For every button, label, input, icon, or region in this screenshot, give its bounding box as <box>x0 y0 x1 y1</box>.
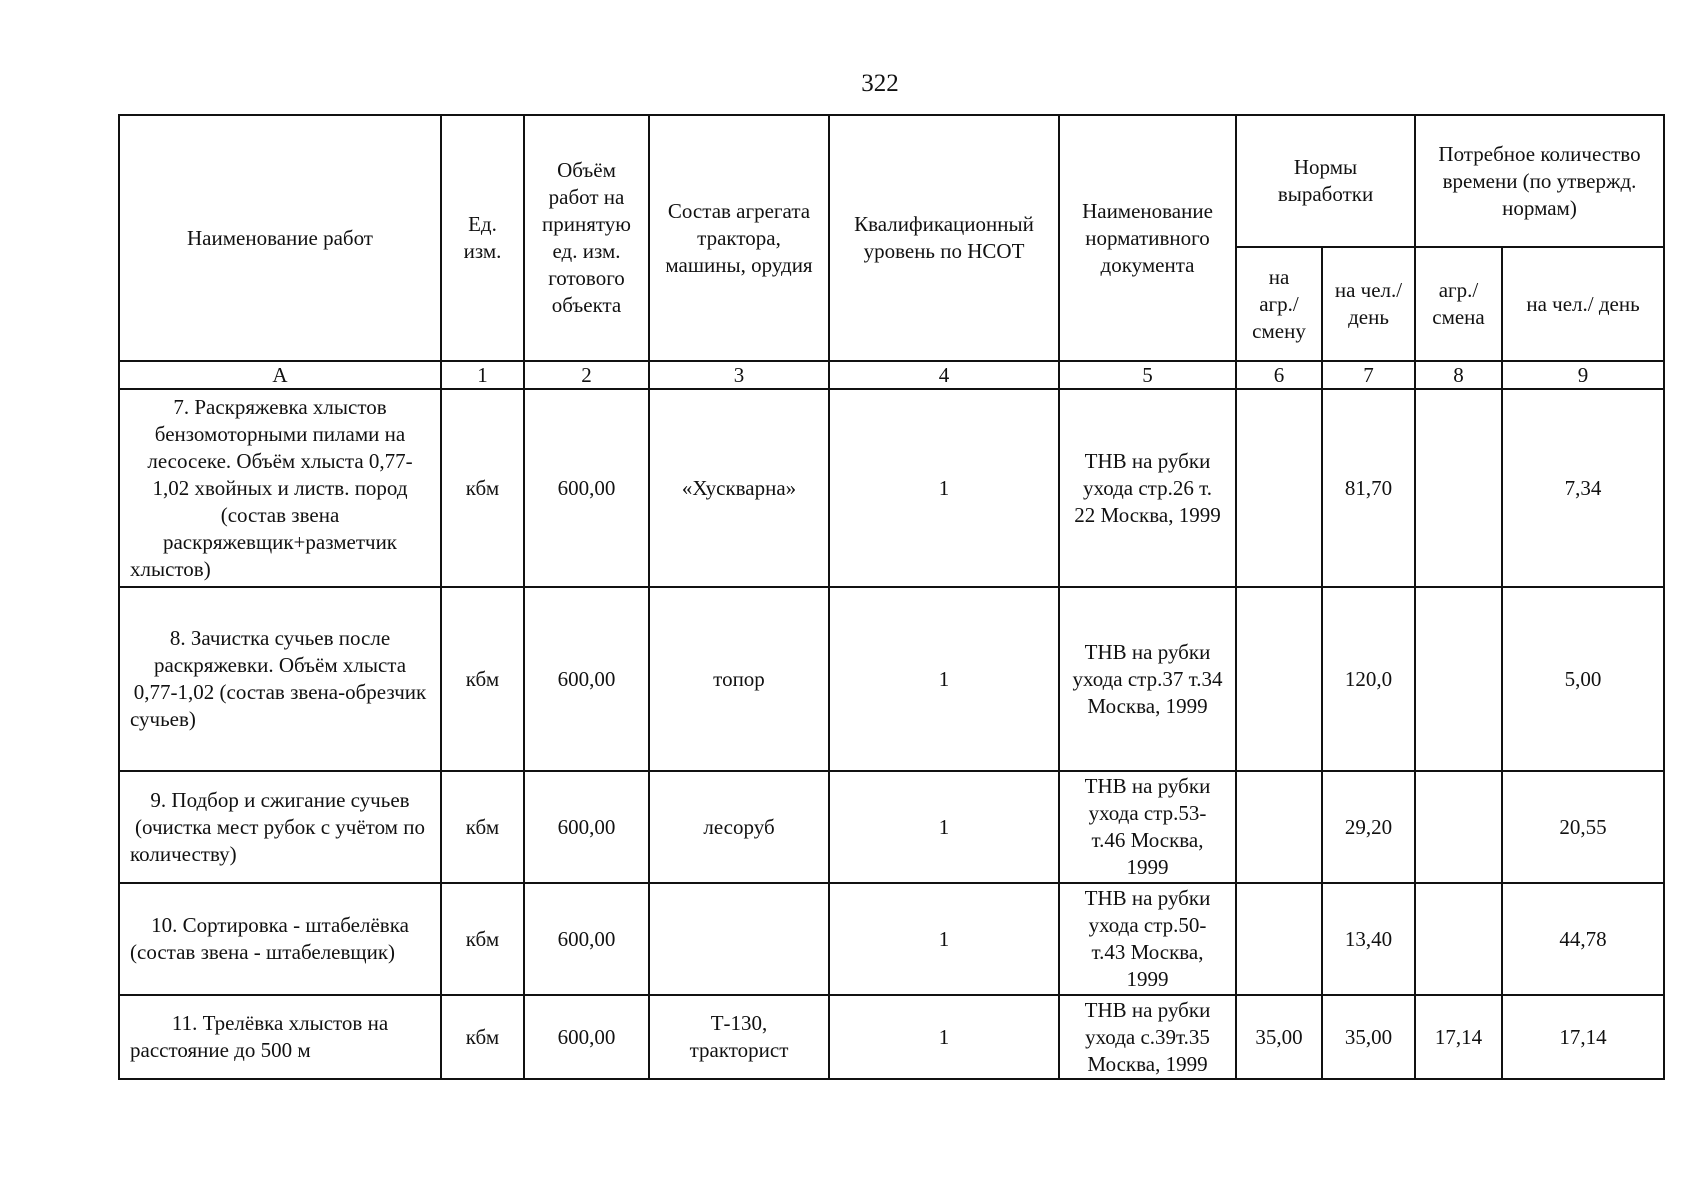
document-cell: ТНВ на рубки ухода стр.53- т.46 Москва, 1999 <box>1059 771 1236 883</box>
time-per-unit-cell <box>1415 883 1502 995</box>
table-row <box>119 771 1664 883</box>
column-index: 5 <box>1059 361 1236 389</box>
time-per-unit-cell <box>1415 771 1502 883</box>
norm-per-person-cell: 81,70 <box>1322 389 1415 587</box>
header-norms: Нормы выработки <box>1236 115 1415 247</box>
unit-cell: кбм <box>441 995 524 1079</box>
norm-per-unit-cell: 35,00 <box>1236 995 1322 1079</box>
unit-cell: кбм <box>441 771 524 883</box>
composition-cell: топор <box>649 587 829 771</box>
work-description: 9. Подбор и сжигание сучьев (очистка мест рубок с учётом по количеству) <box>119 771 441 883</box>
qualification-cell: 1 <box>829 771 1059 883</box>
column-index: 7 <box>1322 361 1415 389</box>
norm-per-person-cell: 35,00 <box>1322 995 1415 1079</box>
qualification-cell: 1 <box>829 883 1059 995</box>
composition-cell <box>649 883 829 995</box>
header-time-needed: Потребное количество времени (по утвержд. нормам) <box>1415 115 1664 247</box>
time-per-person-cell: 20,55 <box>1502 771 1664 883</box>
page-number: 322 <box>861 70 899 97</box>
volume-cell: 600,00 <box>524 883 649 995</box>
qualification-cell: 1 <box>829 389 1059 587</box>
header-composition: Состав агрегата трактора, машины, орудия <box>649 115 829 361</box>
header-qualification: Квалификационный уровень по НСОТ <box>829 115 1059 361</box>
time-per-unit-cell <box>1415 587 1502 771</box>
work-description: 11. Трелёвка хлыстов на расстояние до 500 м <box>119 995 441 1079</box>
composition-cell: «Хускварна» <box>649 389 829 587</box>
column-index: 1 <box>441 361 524 389</box>
composition-cell: Т-130, тракторист <box>649 995 829 1079</box>
volume-cell: 600,00 <box>524 771 649 883</box>
unit-cell: кбм <box>441 883 524 995</box>
header-norms-per-person: на чел./ день <box>1322 247 1415 361</box>
header-time-per-person: на чел./ день <box>1502 247 1664 361</box>
column-index: 6 <box>1236 361 1322 389</box>
volume-cell: 600,00 <box>524 389 649 587</box>
document-cell: ТНВ на рубки ухода стр.37 т.34 Москва, 1999 <box>1059 587 1236 771</box>
unit-cell: кбм <box>441 587 524 771</box>
header-row-top <box>119 115 1664 247</box>
document-cell: ТНВ на рубки ухода с.39т.35 Москва, 1999 <box>1059 995 1236 1079</box>
column-index: А <box>119 361 441 389</box>
column-index: 9 <box>1502 361 1664 389</box>
time-per-person-cell: 17,14 <box>1502 995 1664 1079</box>
qualification-cell: 1 <box>829 995 1059 1079</box>
table-row <box>119 587 1664 771</box>
column-index: 2 <box>524 361 649 389</box>
norm-per-unit-cell <box>1236 771 1322 883</box>
column-index: 3 <box>649 361 829 389</box>
column-index-row <box>119 361 1664 389</box>
norm-per-person-cell: 29,20 <box>1322 771 1415 883</box>
header-time-per-unit: агр./ смена <box>1415 247 1502 361</box>
header-work-name: Наименование работ <box>119 115 441 361</box>
header-document: Наименование нормативного документа <box>1059 115 1236 361</box>
table-row <box>119 389 1664 587</box>
work-description: 8. Зачистка сучьев после раскряжевки. Объём хлыста 0,77-1,02 (состав звена-обрезчик сучьев) <box>119 587 441 771</box>
header-norms-per-unit: на агр./ смену <box>1236 247 1322 361</box>
document-cell: ТНВ на рубки ухода стр.50- т.43 Москва, 1999 <box>1059 883 1236 995</box>
composition-cell: лесоруб <box>649 771 829 883</box>
unit-cell: кбм <box>441 389 524 587</box>
header-volume: Объём работ на принятую ед. изм. готового объекта <box>524 115 649 361</box>
work-description: 7. Раскряжевка хлыстов бензомоторными пилами на лесосеке. Объём хлыста 0,77-1,02 хвойных и листв. пород (состав звена раскряжевщик+разметчик хлыстов) <box>119 389 441 587</box>
qualification-cell: 1 <box>829 587 1059 771</box>
norm-per-unit-cell <box>1236 883 1322 995</box>
work-norms-table <box>118 114 1665 1080</box>
norm-per-person-cell: 120,0 <box>1322 587 1415 771</box>
table-row <box>119 995 1664 1079</box>
table-row <box>119 883 1664 995</box>
header-unit: Ед. изм. <box>441 115 524 361</box>
volume-cell: 600,00 <box>524 995 649 1079</box>
time-per-unit-cell: 17,14 <box>1415 995 1502 1079</box>
time-per-person-cell: 7,34 <box>1502 389 1664 587</box>
column-index: 4 <box>829 361 1059 389</box>
work-description: 10. Сортировка - штабелёвка (состав звена - штабелевщик) <box>119 883 441 995</box>
time-per-person-cell: 44,78 <box>1502 883 1664 995</box>
time-per-person-cell: 5,00 <box>1502 587 1664 771</box>
norm-per-unit-cell <box>1236 389 1322 587</box>
document-cell: ТНВ на рубки ухода стр.26 т. 22 Москва, 1999 <box>1059 389 1236 587</box>
column-index: 8 <box>1415 361 1502 389</box>
time-per-unit-cell <box>1415 389 1502 587</box>
volume-cell: 600,00 <box>524 587 649 771</box>
norm-per-person-cell: 13,40 <box>1322 883 1415 995</box>
norm-per-unit-cell <box>1236 587 1322 771</box>
